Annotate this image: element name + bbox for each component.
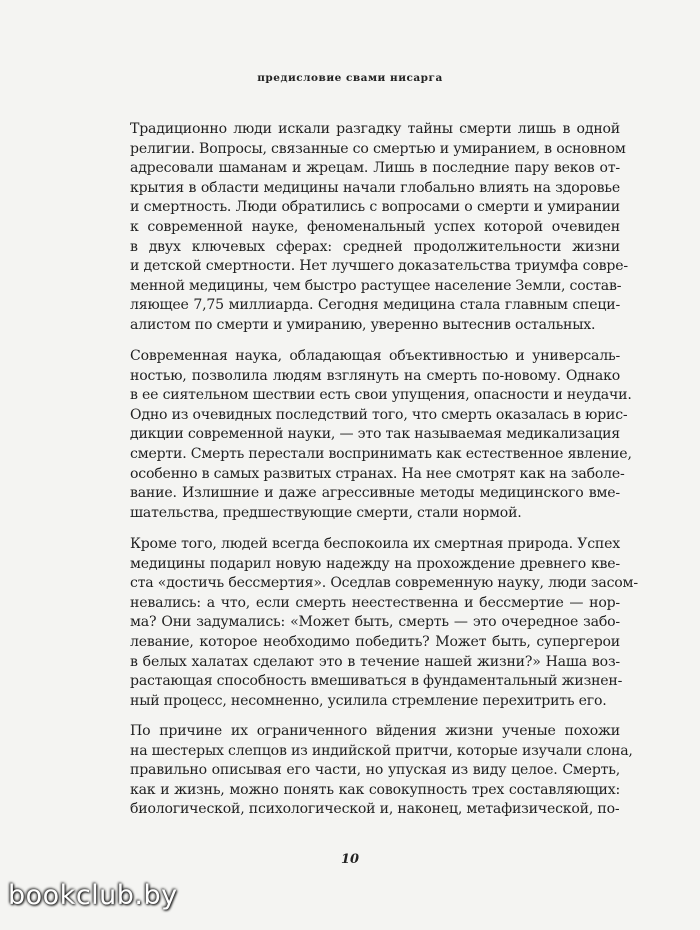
text-line: дикции современной науки, — это так называемая медикализация	[130, 426, 620, 443]
text-line: крытия в области медицины начали глобально влиять на здоровье	[130, 179, 620, 196]
text-line: и смертность. Люди обратились с вопросами о смерти и умирании	[130, 199, 620, 216]
text-line: ный процесс, несомненно, усилила стремление перехитрить его.	[130, 692, 607, 709]
text-line: Современная наука, обладающая объективностью и универсаль-	[130, 348, 620, 364]
text-line: ста «достичь бессмертия». Оседлав современную науку, люди засом-	[130, 575, 638, 592]
text-line: растающая способность вмешиваться в фундаментальный жизнен-	[130, 673, 623, 690]
text-line: шательства, предшествующие смерти, стали нормой.	[130, 504, 522, 521]
paragraph-3	[130, 535, 638, 711]
text-line: вание. Излишние и даже агрессивные методы медицинского вме-	[130, 485, 620, 502]
paragraph-4	[130, 722, 633, 820]
paragraph-1	[130, 120, 628, 336]
text-line: Одно из очевидных последствий того, что смерть оказалась в юрис-	[130, 406, 628, 423]
text-line: медицины подарил новую надежду на прохождение древнего кве-	[130, 555, 620, 572]
text-line: особенно в самых развитых странах. На нее смотрят как на заболе-	[130, 465, 625, 482]
text-line: как и жизнь, можно понять как совокупность трех составляющих:	[130, 781, 620, 798]
text-line: Кроме того, людей всегда беспокоила их смертная природа. Успех	[130, 536, 620, 552]
text-line: правильно описывая его части, но упуская из виду целое. Смерть,	[130, 762, 620, 779]
text-line: в двух ключевых сферах: средней продолжительности жизни	[130, 238, 620, 255]
text-line: смерти. Смерть перестали воспринимать как естественное явление,	[130, 445, 632, 462]
text-line: к современной науке, феноменальный успех которой очевиден	[130, 218, 620, 235]
text-line: Традиционно люди искали разгадку тайны смерти лишь в одной	[130, 121, 620, 137]
text-line: алистом по смерти и умиранию, уверенно вытеснив остальных.	[130, 316, 596, 333]
page-number: 10	[340, 852, 360, 867]
text-line: По причине их ограниченного вйдения жизни ученые похожи	[130, 723, 620, 739]
text-line: и детской смертности. Нет лучшего доказательства триумфа совре-	[130, 258, 628, 275]
text-line: ляющее 7,75 миллиарда. Сегодня медицина стала главным специ-	[130, 297, 620, 314]
text-line: невались: а что, если смерть неестественна и бессмертие — нор-	[130, 594, 620, 611]
text-line: ностью, позволила людям взглянуть на смерть по-новому. Однако	[130, 367, 620, 384]
text-line: в белых халатах сделают это в течение нашей жизни?» Наша воз-	[130, 653, 620, 670]
text-line: адресовали шаманам и жрецам. Лишь в последние пару веков от-	[130, 160, 620, 177]
text-line: религии. Вопросы, связанные со смертью и умиранием, в основном	[130, 140, 626, 157]
text-line: менной медицины, чем быстро растущее население Земли, состав-	[130, 277, 622, 294]
text-line: на шестерых слепцов из индийской притчи, которые изучали слона,	[130, 742, 633, 759]
text-line: биологической, психологической и, наконец, метафизической, по-	[130, 801, 620, 818]
watermark-logo: bookclub.by	[8, 880, 178, 911]
running-head: предисловие свами нисарга	[257, 72, 443, 84]
text-line: левание, которое необходимо победить? Может быть, супергерои	[130, 633, 620, 650]
text-line: ма? Они задумались: «Может быть, смерть — это очередное забо-	[130, 614, 620, 631]
paragraph-2	[130, 347, 632, 523]
text-line: в ее сиятельном шествии есть свои упущения, опасности и неудачи.	[130, 387, 632, 404]
